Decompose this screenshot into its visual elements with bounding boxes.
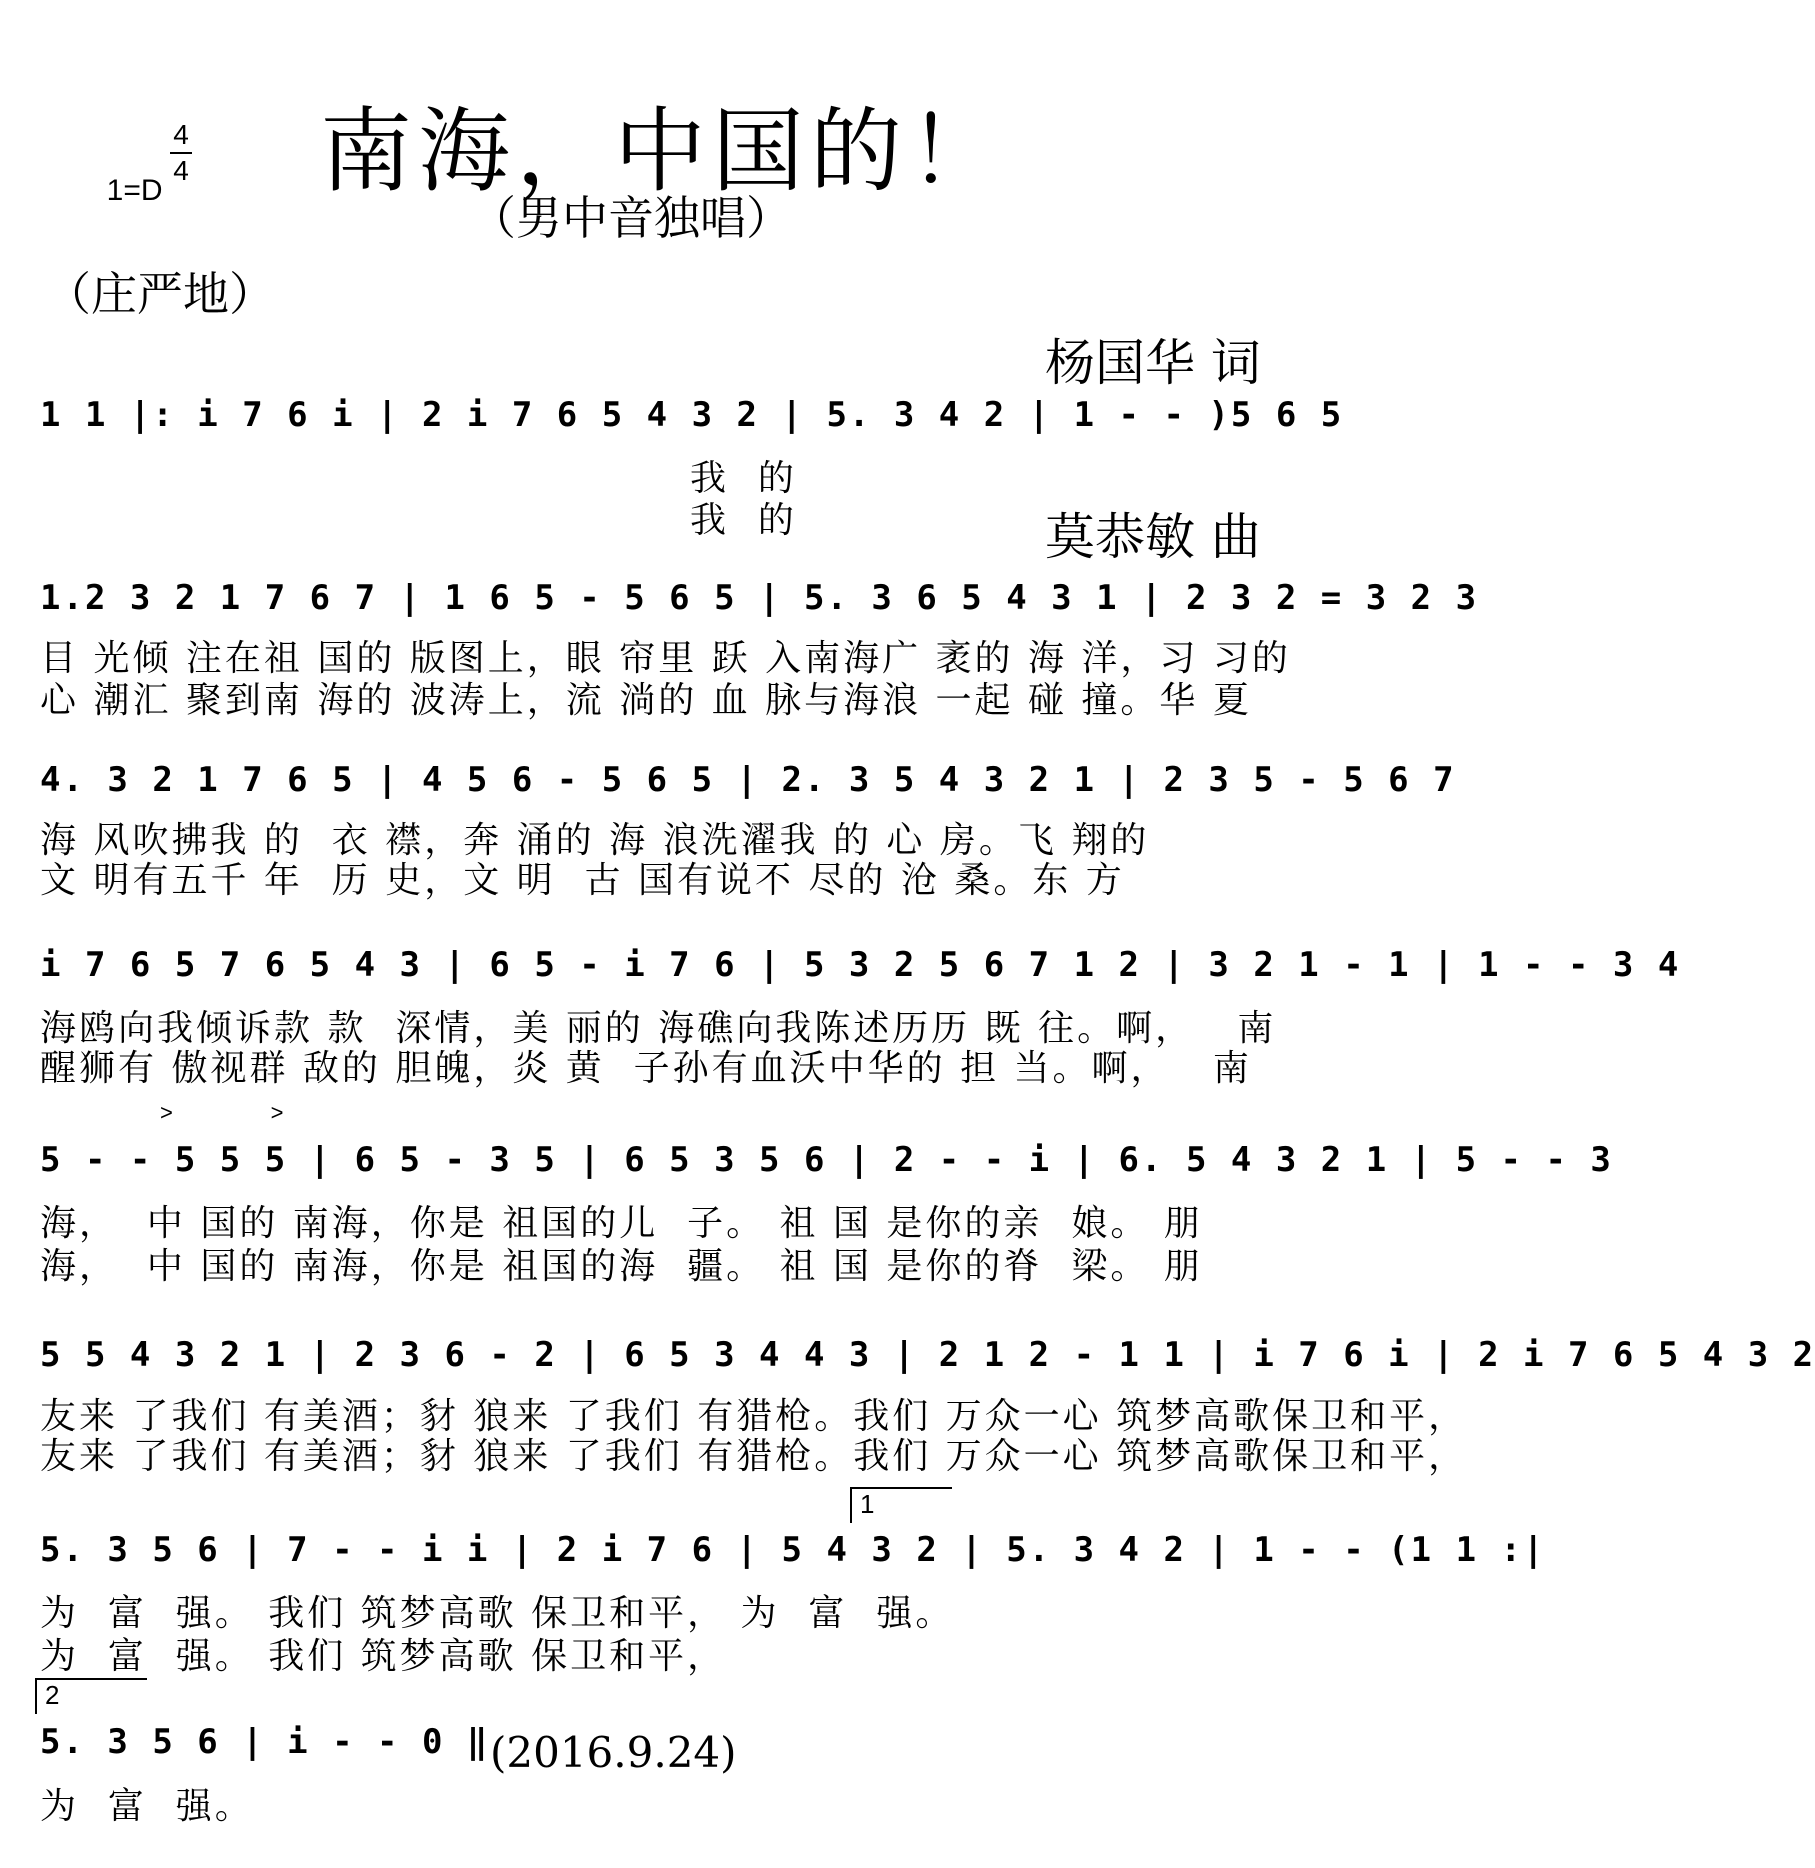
composer: 莫恭敏 曲 <box>1045 508 1261 566</box>
key-signature: 1=D <box>106 174 163 207</box>
lyrics-4-verse-2: 醒狮有 傲视群 敌的 胆魄，炎 黄 子孙有血沃中华的 担 当。啊， 南 <box>40 1048 1252 1089</box>
lyrics-5-verse-2: 海， 中 国的 南海，你是 祖国的海 疆。 祖 国 是你的脊 梁。 朋 <box>40 1246 1203 1287</box>
lyrics-3-verse-1: 海 风吹拂我 的 衣 襟，奔 涌的 海 浪洗濯我 的 心 房。飞 翔的 <box>40 820 1150 861</box>
song-subtitle: （男中音独唱） <box>470 191 792 245</box>
composition-date: (2016.9.24) <box>490 1728 737 1777</box>
notation-line-2: 1.2 3 2 1 7 6 7 | 1 6 5 - 5 6 5 | 5. 3 6 5 4 3 1 | 2 3 2 = 3 2 3 <box>40 578 1479 618</box>
lyrics-8-verse-1: 为 富 强。 <box>40 1786 254 1827</box>
accent-marks: > > <box>160 1100 284 1125</box>
notation-line-7: 5. 3 5 6 | 7 - - i i | 2 i 7 6 | 5 4 3 2 | 5. 3 4 2 | 1 - - (1 1 :| <box>40 1530 1546 1570</box>
lyrics-2-verse-1: 目 光倾 注在祖 国的 版图上，眼 帘里 跃 入南海广 袤的 海 洋，习 习的 <box>40 638 1291 679</box>
lyrics-7-verse-2: 为 富 强。 我们 筑梦高歌 保卫和平， <box>40 1636 727 1677</box>
notation-line-3: 4. 3 2 1 7 6 5 | 4 5 6 - 5 6 5 | 2. 3 5 4 3 2 1 | 2 3 5 - 5 6 7 <box>40 760 1456 800</box>
notation-line-1: 1 1 |: i 7 6 i | 2 i 7 6 5 4 3 2 | 5. 3 4 2 | 1 - - )5 6 5 <box>40 395 1344 435</box>
lyrics-3-verse-2: 文 明有五千 年 历 史，文 明 古 国有说不 尽的 沧 桑。东 方 <box>40 860 1125 901</box>
notation-line-8: 5. 3 5 6 | i - - 0 ‖ <box>40 1722 490 1762</box>
tempo-marking: （庄严地） <box>45 267 275 321</box>
time-signature <box>170 120 192 186</box>
time-signature-bottom: 4 <box>173 155 189 186</box>
lyrics-2-verse-2: 心 潮汇 聚到南 海的 波涛上，流 淌的 血 脉与海浪 一起 碰 撞。华 夏 <box>40 680 1252 721</box>
volta-2: 2 <box>35 1678 147 1714</box>
lyrics-4-verse-1: 海鸥向我倾诉款 款 深情，美 丽的 海礁向我陈述历历 既 往。啊， 南 <box>40 1008 1277 1049</box>
volta-1: 1 <box>850 1487 952 1523</box>
lyrics-5-verse-1: 海， 中 国的 南海，你是 祖国的儿 子。 祖 国 是你的亲 娘。 朋 <box>40 1203 1203 1244</box>
lyrics-6-verse-1: 友来 了我们 有美酒；豺 狼来 了我们 有猎枪。我们 万众一心 筑梦高歌保卫和平， <box>40 1396 1468 1437</box>
lyrics-1-verse-1: 我 的 <box>40 458 797 499</box>
time-signature-top: 4 <box>173 119 189 150</box>
lyrics-1-verse-2: 我 的 <box>40 500 797 541</box>
song-title: 南海，中国的！ <box>320 98 1007 205</box>
notation-line-6: 5 5 4 3 2 1 | 2 3 6 - 2 | 6 5 3 4 4 3 | 2 1 2 - 1 1 | i 7 6 i | 2 i 7 6 5 4 3 2 <box>40 1335 1815 1375</box>
lyrics-7-verse-1: 为 富 强。 我们 筑梦高歌 保卫和平， 为 富 强。 <box>40 1593 955 1634</box>
notation-line-4: i 7 6 5 7 6 5 4 3 | 6 5 - i 7 6 | 5 3 2 5 6 7 1 2 | 3 2 1 - 1 | 1 - - 3 4 <box>40 945 1681 985</box>
lyricist: 杨国华 词 <box>1045 334 1261 392</box>
notation-line-5: 5 - - 5 5 5 | 6 5 - 3 5 | 6 5 3 5 6 | 2 - - i | 6. 5 4 3 2 1 | 5 - - 3 <box>40 1140 1613 1180</box>
lyrics-6-verse-2: 友来 了我们 有美酒；豺 狼来 了我们 有猎枪。我们 万众一心 筑梦高歌保卫和平， <box>40 1436 1468 1477</box>
